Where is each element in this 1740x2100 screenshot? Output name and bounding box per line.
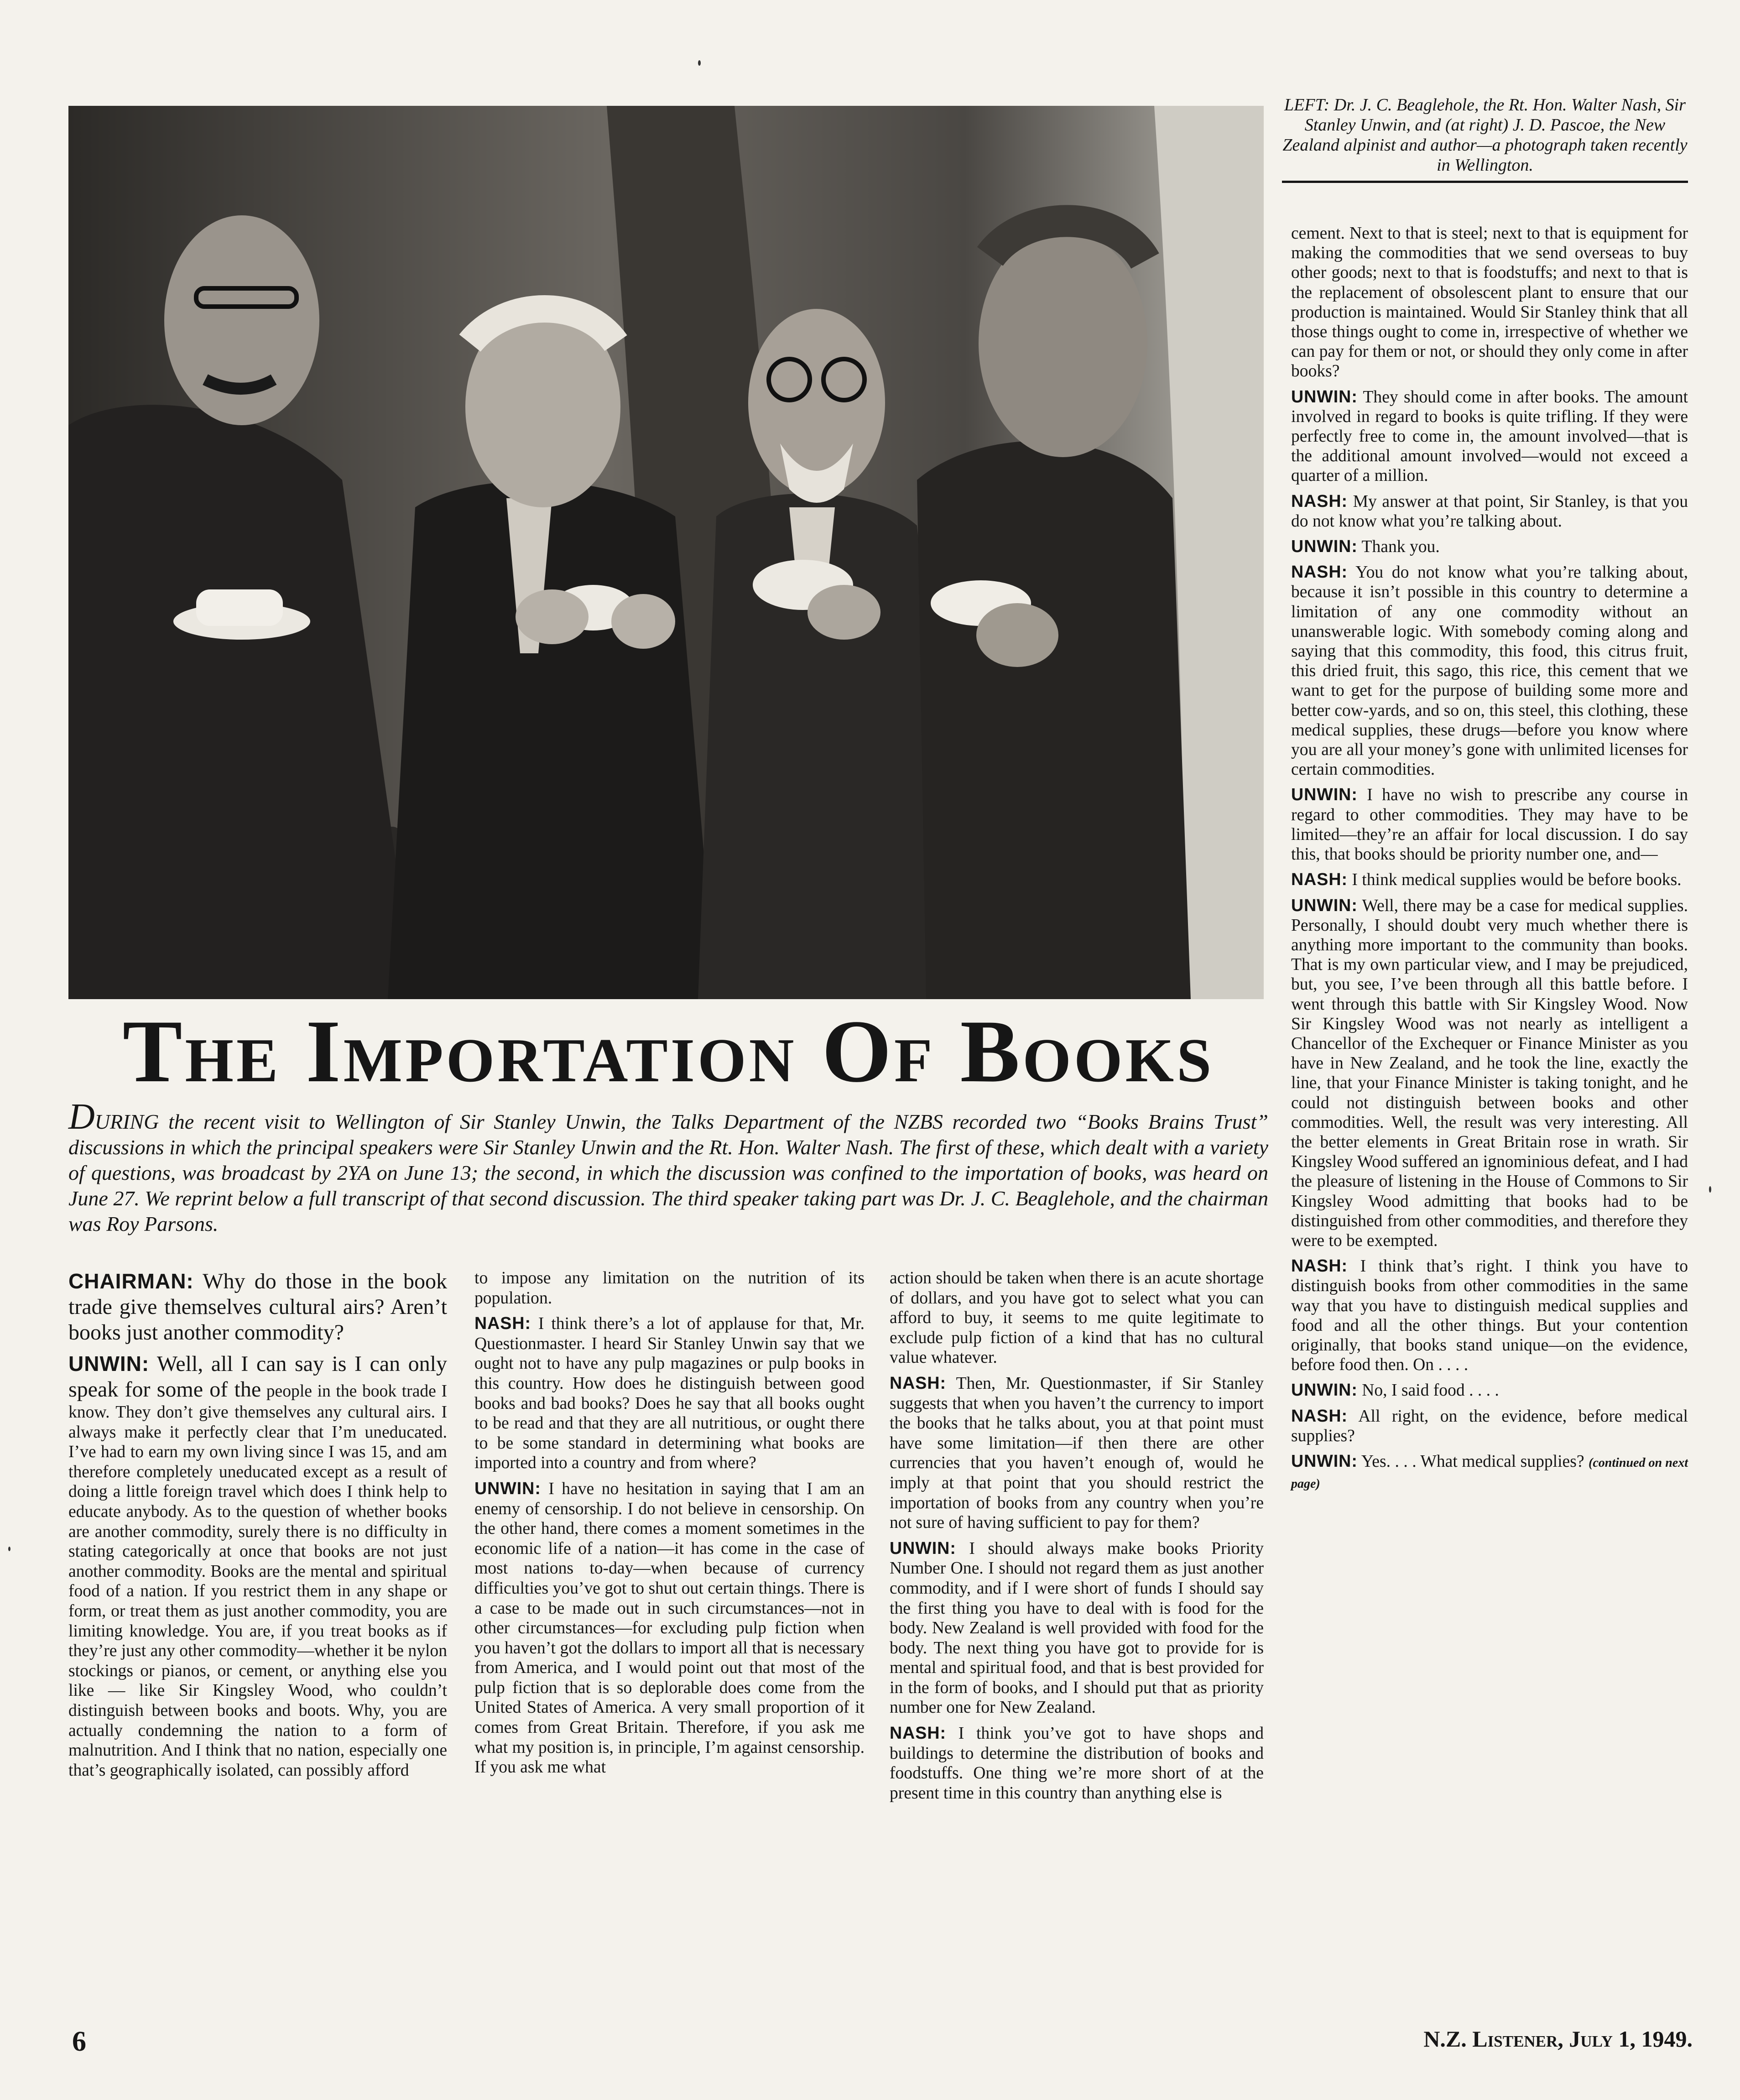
paragraph: UNWIN: I have no wish to prescribe any course in regard to other commodities. They may have to be limited—they’re an affair for local discussion. I do say this, that books should be priority number one, and—	[1291, 785, 1688, 864]
continued-note: (continued on next page)	[1291, 1455, 1688, 1491]
paragraph: action should be taken when there is an acute shortage of dollars, and you have got to select what you can afford to buy, it seems to me quite legitimate to exclude pulp fiction of a kind that has no cultural value whatever.	[890, 1269, 1264, 1367]
drop-cap: D	[68, 1097, 95, 1137]
speaker-name: NASH:	[1291, 562, 1348, 582]
column-2	[474, 1268, 865, 1783]
speaker-name: UNWIN:	[1291, 895, 1358, 915]
column-1	[68, 1268, 447, 1786]
paragraph: NASH: You do not know what you’re talking about, because it isn’t possible in this country to determine a limitation of any one commodity without an unanswerable logic. With somebody coming along and saying that this commodity, this food, this citrus fruit, this dried fruit, this sago, this rice, this cement that we want to get for the purpose of building some more and better cow-yards, and so on, this steel, this clothing, these medical supplies, these drugs—before you know where you are all your money’s gone with unlimited licenses for certain commodities.	[1291, 562, 1688, 779]
article-intro: DURING the recent visit to Wellington of Sir Stanley Unwin, the Talks Department of the NZBS recorded two “Books Brains Trust” discussions in which the principal speakers were Sir Stanley Unwin and the Rt. Hon. Walter Nash. The first of these, which dealt with a variety of questions, was broadcast by 2YA on June 13; the second, in which the discussion was confined to the importation of books, was heard on June 27. We reprint below a full transcript of that second discussion. The third speaker taking part was Dr. J. C. Beaglehole, and the chairman was Roy Parsons.	[68, 1097, 1268, 1235]
page-number: 6	[72, 2026, 86, 2057]
paragraph: NASH: I think medical supplies would be before books.	[1291, 870, 1682, 890]
paragraph: NASH: My answer at that point, Sir Stanley, is that you do not know what you’re talking about.	[1291, 491, 1688, 531]
speaker-name: UNWIN:	[890, 1538, 956, 1558]
speaker-name: NASH:	[1291, 1256, 1348, 1276]
paragraph: to impose any limitation on the nutrition of its population.	[474, 1269, 865, 1308]
paragraph: CHAIRMAN: Why do those in the book trade give themselves cultural airs? Aren’t books just another commodity?	[68, 1269, 447, 1344]
paragraph: cement. Next to that is steel; next to that is equipment for making the commodities that we send overseas to buy other goods; next to that is foodstuffs; and next to that is the replacement of obsolescent plant to ensure that our production is maintained. Would Sir Stanley think that all those things ought to come in, irrespective of whether we can pay for them or not, or should they only come in after books?	[1291, 224, 1688, 381]
paragraph: NASH: Then, Mr. Questionmaster, if Sir Stanley suggests that when you haven’t the currency to import the books that he talks about, you at that point must have some limitation—if then there are other currencies that you haven’t enough of, would he imply at that point that you should restrict the importation of books from any country when you’re not sure of having sufficient to pay for them?	[890, 1373, 1264, 1532]
paragraph: UNWIN: I should always make books Priority Number One. I should not regard them as just another commodity, and if I were short of funds I should say the first thing you have to deal with is food for the body. New Zealand is well provided with food for the body. The next thing you have got to provide for is mental and spiritual food, and that is best provided for in the form of books, and I should put that as priority number one for New Zealand.	[890, 1538, 1264, 1717]
right-column	[1291, 224, 1688, 1499]
column-3	[890, 1268, 1264, 1808]
speaker-name: UNWIN:	[1291, 785, 1358, 804]
speaker-name: NASH:	[890, 1723, 946, 1743]
group-photograph	[68, 106, 1264, 999]
speaker-name: NASH:	[890, 1373, 946, 1392]
speaker-name: NASH:	[1291, 870, 1348, 889]
paragraph: UNWIN: No, I said food . . . .	[1291, 1380, 1499, 1400]
paragraph: NASH: All right, on the evidence, before medical supplies?	[1291, 1406, 1688, 1445]
speaker-name: UNWIN:	[474, 1478, 541, 1498]
paragraph: NASH: I think that’s right. I think you have to distinguish books from other commodities in the same way that you have to distinguish medical supplies and food and all the other things. But your contention originally, that books stand unique—on the evidence, before food then. On . . . .	[1291, 1256, 1688, 1375]
speck	[8, 1547, 10, 1551]
speaker-name: UNWIN:	[68, 1352, 150, 1376]
speaker-name: UNWIN:	[1291, 537, 1358, 556]
speck	[1709, 1186, 1711, 1193]
speaker-name: NASH:	[1291, 1406, 1348, 1425]
paragraph: NASH: I think there’s a lot of applause for that, Mr. Questionmaster. I heard Sir Stanley Unwin say that we ought not to have any pulp magazines or pulp books in this country. How does he distinguish between good books and bad books? Does he say that all books ought to be read and that they are all nutritious, or ought there to be some standard in determining what books are imported into a country and from where?	[474, 1313, 865, 1473]
paragraph: UNWIN: Thank you.	[1291, 537, 1440, 557]
speaker-name: UNWIN:	[1291, 1380, 1358, 1400]
speaker-name: NASH:	[1291, 491, 1348, 511]
paragraph: UNWIN: Well, there may be a case for medical supplies. Personally, I should doubt very much whether there is anything more important to the community than books. That is my own particular view, and I may be prejudiced, but, you see, I’ve been through all this battle before. I went through this battle with Sir Kingsley Wood. Now Sir Kingsley Wood was not nearly as intelligent a Chancellor of the Exchequer or Finance Minister as you have in New Zealand, and he took the line, exactly the line, that your Finance Minister is taking tonight, and he could not distinguish between books and other commodities. Well, the result was very interesting. All the better elements in Great Britain rose in wrath. Sir Kingsley Wood suffered an ignominious defeat, and I had the pleasure of listening in the House of Commons to Sir Kingsley Wood admitting that books had to be distinguished from other commodities, and therefore they were to be exempted.	[1291, 895, 1688, 1250]
paragraph: UNWIN: Well, all I can say is I can only speak for some of the people in the book trade I know. They don’t give themselves any cultural airs. I always make it perfectly clear that I’m uneducated. I’ve had to earn my own living since I was 15, and am therefore completely uneducated except as a result of doing a little foreign travel which does I think help to educate anybody. As to the question of whether books are another commodity, surely there is no difficulty in stating categorically at once that books are not just another commodity. Books are the mental and spiritual food of a nation. If you restrict them in any shape or form, or treat them as just another commodity, you are limiting knowledge. You are, if you treat books as if they’re just any other commodity—whether it be nylon stockings or pianos, or cement, or anything else you like — like Sir Kingsley Wood, who couldn’t distinguish between books and boots. Why, you are actually condemning the nation to a form of malnutrition. And I think that no nation, especially one that’s geographically isolated, can possibly afford	[68, 1352, 447, 1780]
speaker-name: CHAIRMAN:	[68, 1269, 194, 1293]
speaker-name: UNWIN:	[1291, 1451, 1358, 1470]
publication-line: N.Z. Listener, July 1, 1949.	[1423, 2026, 1693, 2052]
speck	[698, 60, 701, 66]
speaker-name: UNWIN:	[1291, 386, 1358, 406]
article-headline: The Importation Of Books	[122, 1002, 1214, 1101]
paragraph: NASH: I think you’ve got to have shops and buildings to determine the distribution of books and foodstuffs. One thing we’re more short of at the present time in this country than anything else is	[890, 1723, 1264, 1803]
photo-caption: LEFT: Dr. J. C. Beaglehole, the Rt. Hon. Walter Nash, Sir Stanley Unwin, and (at right) J. D. Pascoe, the New Zealand alpinist and author—a photograph taken recently in Wellington.	[1282, 95, 1688, 183]
paragraph: UNWIN: Yes. . . . What medical supplies? (continued on next page)	[1291, 1451, 1688, 1491]
paragraph: UNWIN: I have no hesitation in saying that I am an enemy of censorship. I do not believe in censorship. On the other hand, there comes a moment sometimes in the economic life of a nation—it has come in the case of most nations to-day—when because of currency difficulties you’ve got to shut out certain things. There is a case to be made out in such circumstances—not in other circumstances—for excluding pulp fiction when you haven’t got the dollars to import all that is necessary from America, and I would point out that most of the pulp fiction that is so deplorable does come from the United States of America. A very small proportion of it comes from Great Britain. Therefore, if you ask me what my position is, in principle, I’m against censorship. If you ask me what	[474, 1478, 865, 1777]
paragraph: UNWIN: They should come in after books. The amount involved in regard to books is quite trifling. If they were perfectly free to come in, the amount involved—that is the additional amount involved—would not exceed a quarter of a million.	[1291, 386, 1688, 485]
speaker-name: NASH:	[474, 1313, 531, 1333]
